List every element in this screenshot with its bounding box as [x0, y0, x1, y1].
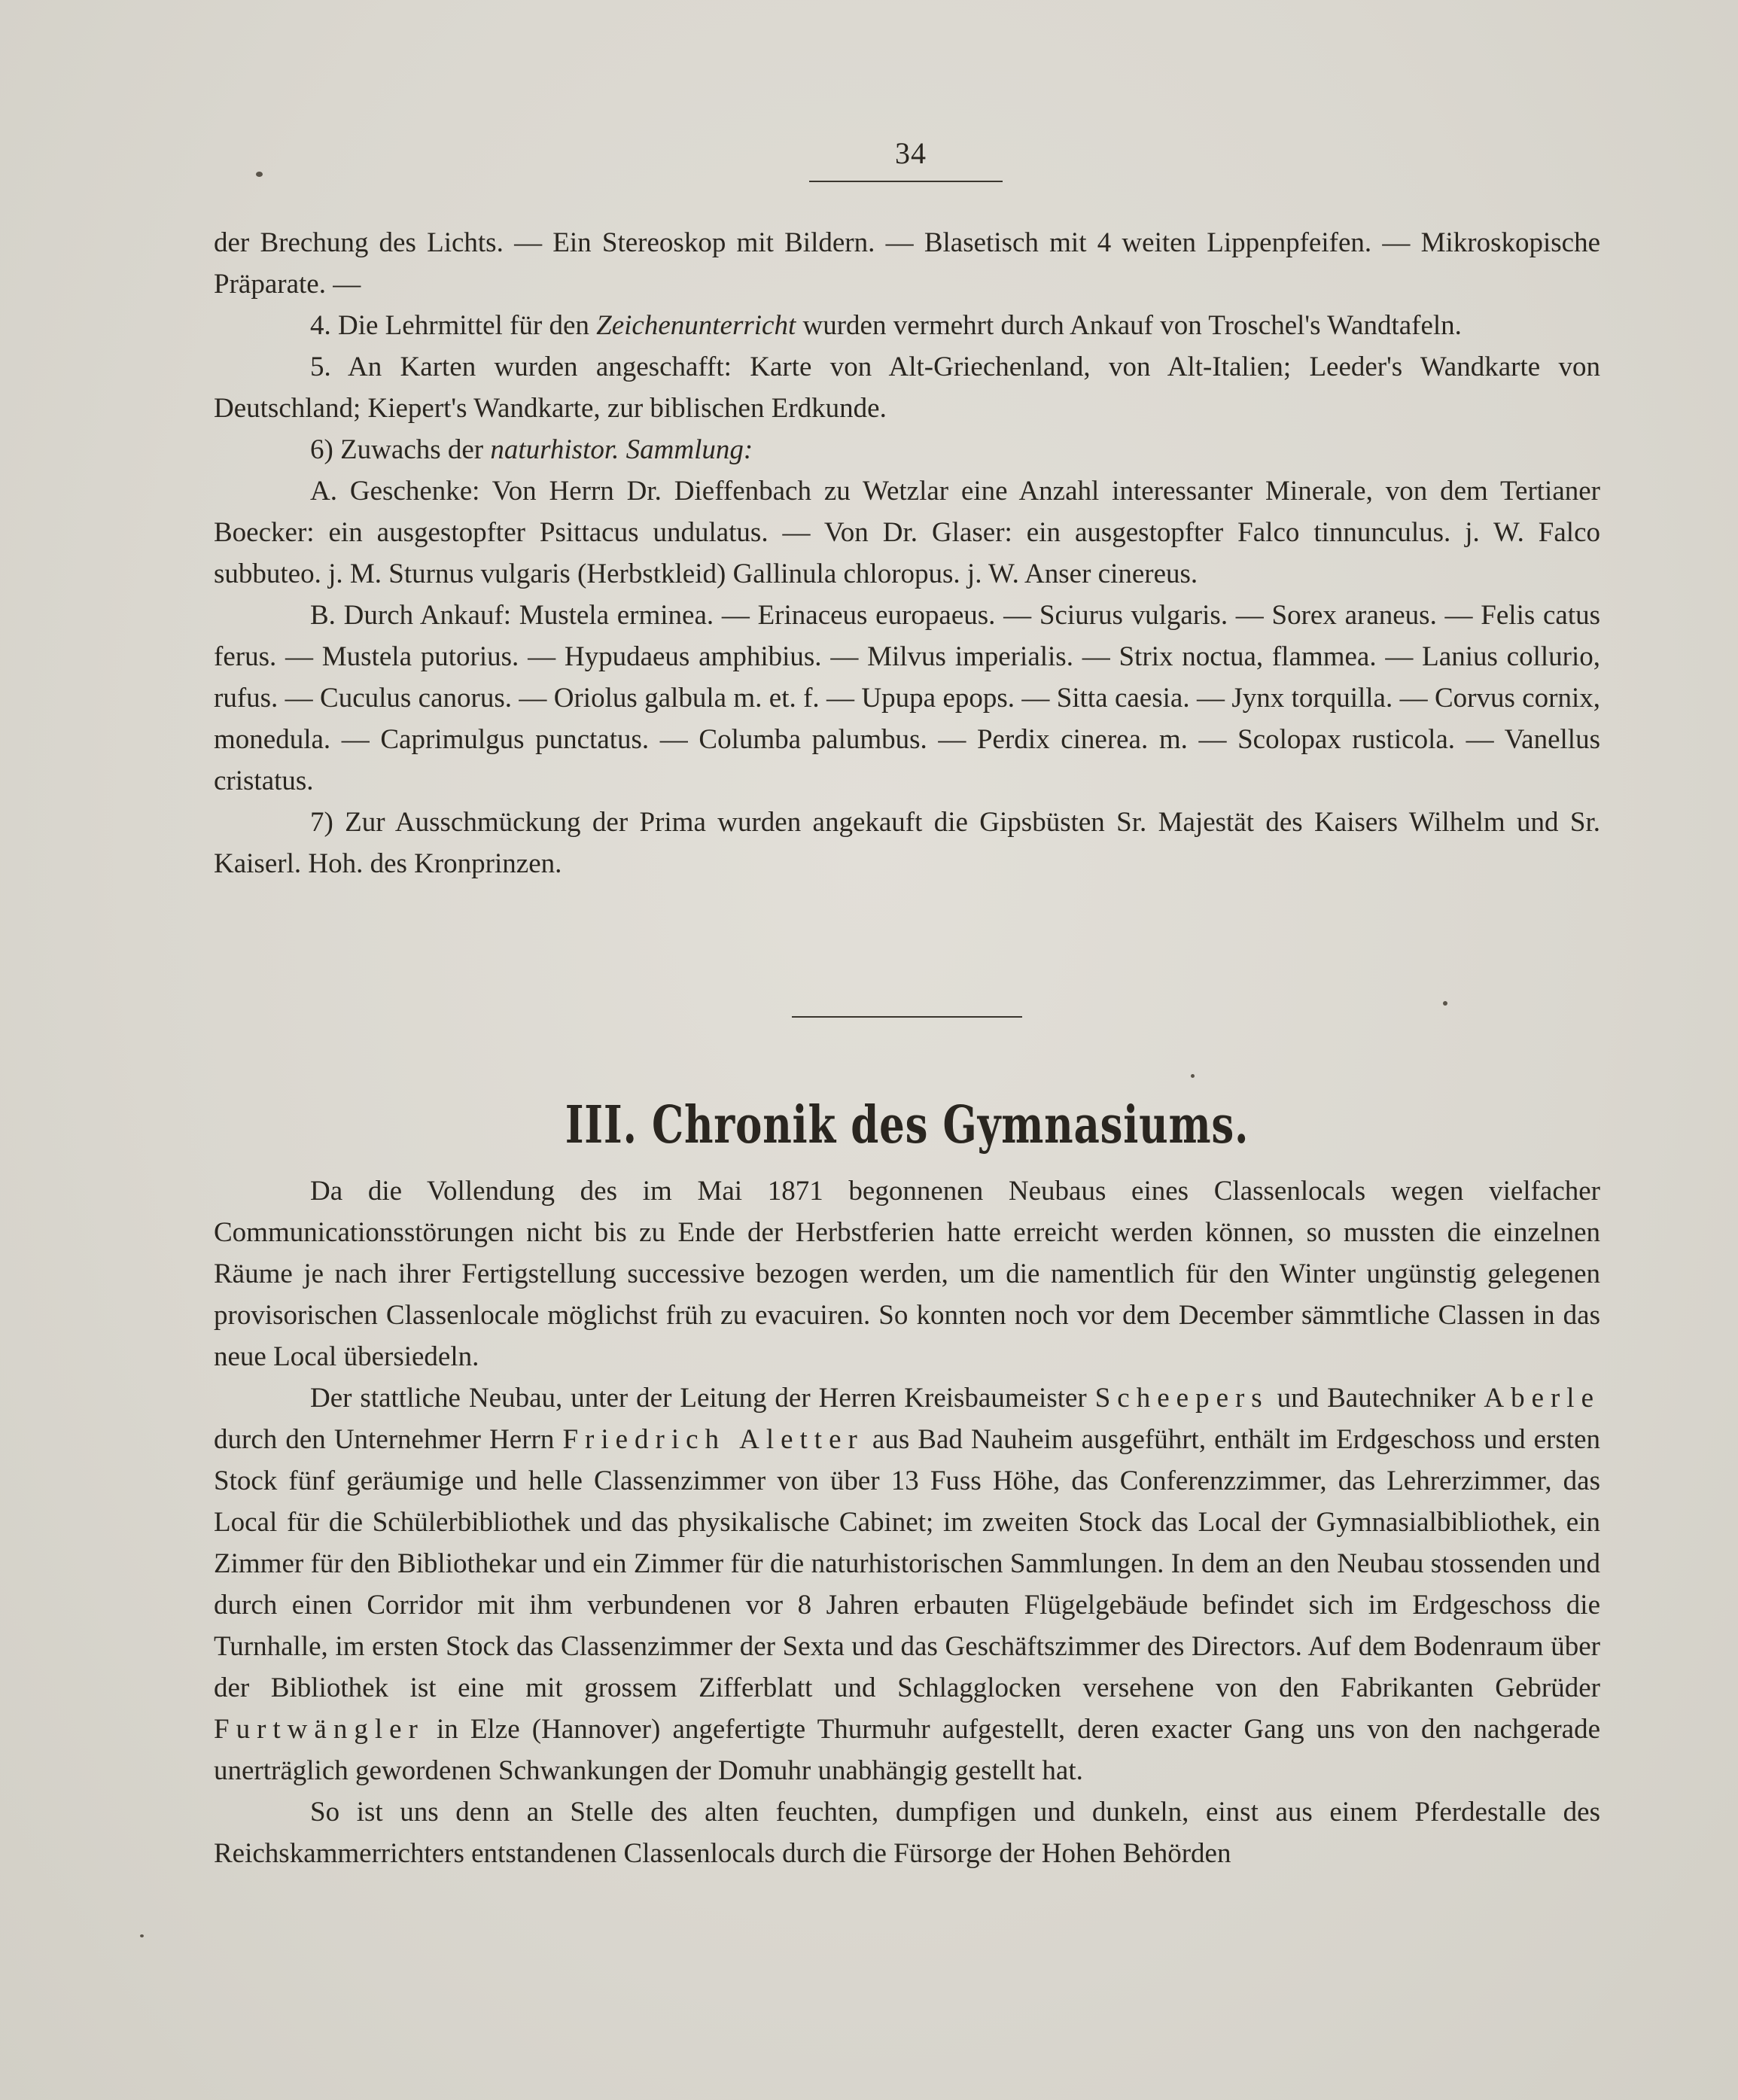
text-run: 4. Die Lehrmittel für den [310, 310, 597, 341]
text-run: in Elze (Hannover) angefertigte Thurmuhr aufgestellt, deren exacter Gang uns von den nachgerade unerträglich gewordenen Schwankungen der Domuhr unabhängig gestellt hat. [214, 1714, 1600, 1786]
ink-speck [1443, 1001, 1447, 1006]
inventory-section [214, 222, 1600, 884]
header-rule [809, 181, 1003, 182]
text-run: Aberle [1484, 1383, 1601, 1414]
text-run: Friedrich Aletter [562, 1424, 864, 1455]
text-run: Der stattliche Neubau, unter der Leitung der Herren Kreisbaumeister [310, 1383, 1095, 1414]
paragraph-drawing-materials [214, 305, 1600, 346]
text-run: wurden vermehrt durch Ankauf von Troschel's Wandtafeln. [796, 310, 1462, 341]
text-run: Furtwängler [214, 1714, 425, 1745]
text-run: So ist uns denn an Stelle des alten feuchten, dumpfigen und dunkeln, einst aus einem Pferdestalle des Reichskammerrichters entstandenen Classenlocals durch die Fürsorge der Hohen Behörden [214, 1797, 1600, 1869]
ink-speck [1191, 1074, 1195, 1078]
section-divider [792, 1016, 1022, 1018]
text-run: 5. An Karten wurden angeschafft: Karte von Alt-Griechenland, von Alt-Italien; Leeder's Wandkarte von Deutschland; Kiepert's Wandkarte, zur biblischen Erdkunde. [214, 352, 1600, 424]
text-run: aus Bad Nauheim ausgeführt, enthält im Erdgeschoss und ersten Stock fünf geräumige und helle Classenzimmer von über 13 Fuss Höhe, das Conferenzzimmer, das Lehrerzimmer, das Local für die Schülerbibliothek und das physikalische Cabinet; im zweiten Stock das Local der Gymnasialbibliothek, ein Zimmer für den Bibliothekar und ein Zimmer für die naturhistorischen Sammlungen. In dem an den Neubau stossenden und durch einen Corridor mit ihm verbundenen vor 8 Jahren erbauten Flügelgebäude befindet sich im Erdgeschoss die Turnhalle, im ersten Stock das Classenzimmer der Sexta und das Geschäftszimmer des Directors. Auf dem Bodenraum über der Bibliothek ist eine mit grossem Zifferblatt und Schlagglocken versehene von den Fabrikanten Gebrüder [214, 1424, 1601, 1703]
paragraph-natural-history-heading [214, 429, 1600, 470]
text-run: Da die Vollendung des im Mai 1871 begonnenen Neubaus eines Classenlocals wegen vielfacher Communicationsstörungen nicht bis zu Ende der Herbstferien hatte erreicht werden können, so mussten die einzelnen Räume je nach ihrer Fertigstellung successive bezogen werden, um die namentlich für den Winter ungünstig gelegenen provisorischen Classenlocale möglichst früh zu evacuiren. So konnten noch vor dem December sämmtliche Classen in das neue Local übersiedeln. [214, 1176, 1600, 1372]
paragraph-purchases [214, 595, 1600, 802]
page-number: 34 [895, 136, 927, 170]
ink-speck [140, 1934, 144, 1937]
text-run: A. Geschenke: Von Herrn Dr. Dieffenbach zu Wetzlar eine Anzahl interessanter Minerale, von dem Tertianer Boecker: ein ausgestopfter Psittacus undulatus. — Von Dr. Glaser: ein ausgestopfter Falco tinnunculus. j. W. Falco subbuteo. j. M. Sturnus vulgaris (Herbstkleid) Gallinula chloropus. j. W. Anser cinereus. [214, 476, 1600, 589]
text-run: der Brechung des Lichts. — Ein Stereoskop mit Bildern. — Blasetisch mit 4 weiten Lippenpfeifen. — Mikroskopische Präparate. — [214, 227, 1600, 300]
paragraph-busts [214, 802, 1600, 884]
paragraph-conclusion [214, 1791, 1600, 1874]
paragraph-physics-items [214, 222, 1600, 305]
paragraph-new-building [214, 1170, 1600, 1377]
text-run: Scheepers [1094, 1383, 1269, 1414]
text-run: 6) Zuwachs der [310, 434, 491, 465]
text-run: und Bautechniker [1268, 1383, 1484, 1414]
text-run: Zeichenunterricht [596, 310, 796, 341]
section-heading: III. Chronik des Gymnasiums. [565, 1095, 1249, 1155]
text-run: B. Durch Ankauf: Mustela erminea. — Erinaceus europaeus. — Sciurus vulgaris. — Sorex araneus. — Felis catus ferus. — Mustela putorius. — Hypudaeus amphibius. — Milvus imperialis. — Strix noctua, flammea. — Lanius collurio, rufus. — Cuculus canorus. — Oriolus galbula m. et. f. — Upupa epops. — Sitta caesia. — Jynx torquilla. — Corvus cornix, monedula. — Caprimulgus punctatus. — Columba palumbus. — Perdix cinerea. m. — Scolopax rusticola. — Vanellus cristatus. [214, 600, 1600, 796]
text-run: 7) Zur Ausschmückung der Prima wurden angekauft die Gipsbüsten Sr. Majestät des Kaisers Wilhelm und Sr. Kaiserl. Hoh. des Kronprinzen. [214, 807, 1600, 879]
paragraph-gifts [214, 470, 1600, 595]
text-run: naturhistor. Sammlung: [490, 434, 753, 465]
text-run: durch den Unternehmer Herrn [214, 1424, 563, 1455]
paragraph-building-description [214, 1377, 1600, 1791]
paragraph-maps [214, 346, 1600, 429]
ink-speck [256, 172, 263, 177]
chronicle-section [214, 1170, 1600, 1874]
